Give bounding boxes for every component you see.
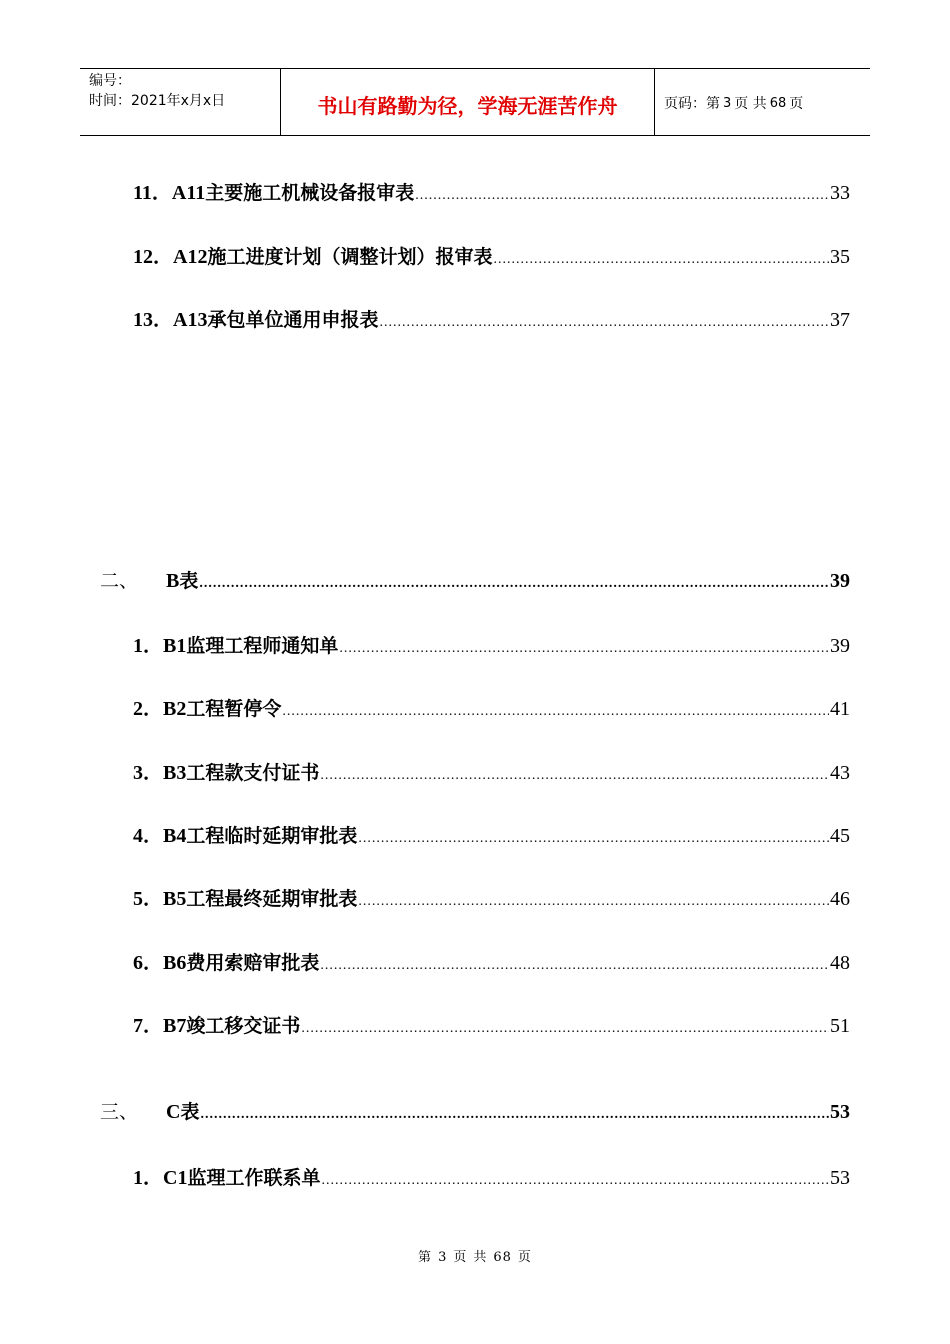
toc-leader-dots <box>320 768 829 784</box>
toc-entry-page: 35 <box>830 246 850 268</box>
toc-entry-code: B6 <box>163 952 187 974</box>
toc-entry-page: 33 <box>830 182 850 204</box>
toc-entry-code: C1 <box>163 1167 188 1189</box>
toc-entry-code: A13 <box>173 309 208 331</box>
footer-suffix: 页 <box>517 1250 532 1265</box>
footer-current: 3 <box>438 1250 448 1265</box>
toc-section-number: 二、 <box>100 570 139 592</box>
toc-entry-title: 工程暂停令 <box>186 698 282 720</box>
toc-entry-number: 13． <box>133 309 173 331</box>
toc-entry-title: 承包单位通用申报表 <box>207 309 379 331</box>
toc-section-page: 39 <box>830 570 850 592</box>
page-header <box>80 68 870 136</box>
header-motto: 书山有路勤为径，学海无涯苦作舟 <box>281 69 655 135</box>
toc-entry-code: B2 <box>163 698 187 720</box>
toc-entry-b7[interactable] <box>0 1009 850 1038</box>
toc-entry-page: 45 <box>830 825 850 847</box>
toc-entry-number: 4． <box>133 825 163 847</box>
toc-section-page: 53 <box>830 1101 850 1123</box>
toc-entry-title: 费用索赔审批表 <box>186 952 320 974</box>
toc-section-number: 三、 <box>100 1101 139 1123</box>
toc-section-suffix: 表 <box>179 570 199 592</box>
footer-prefix: 第 <box>418 1250 433 1265</box>
toc-leader-dots <box>301 1021 829 1037</box>
toc-entry-a12[interactable] <box>0 240 850 269</box>
header-page-suffix: 页 <box>789 96 804 112</box>
toc-entry-title: 工程款支付证书 <box>186 762 320 784</box>
toc-entry-title: 竣工移交证书 <box>186 1015 301 1037</box>
toc-entry-b2[interactable] <box>0 692 850 721</box>
toc-entry-code: B3 <box>163 762 187 784</box>
toc-section-b[interactable] <box>0 566 850 593</box>
toc-entry-code: B1 <box>163 635 187 657</box>
toc-entry-title: 监理工作联系单 <box>187 1167 321 1189</box>
toc-entry-code: B5 <box>163 888 187 910</box>
toc-entry-b5[interactable] <box>0 882 850 911</box>
header-page-prefix: 页码：第 <box>664 96 720 112</box>
toc-entry-b4[interactable] <box>0 819 850 848</box>
toc-entry-title: 施工进度计划（调整计划）报审表 <box>207 246 493 268</box>
header-page-total: 68 <box>769 95 787 111</box>
toc-entry-title: 工程临时延期审批表 <box>186 825 358 847</box>
toc-entry-title: 监理工程师通知单 <box>186 635 339 657</box>
toc-entry-a11[interactable] <box>0 176 850 205</box>
toc-entry-c1[interactable] <box>0 1161 850 1190</box>
footer-total: 68 <box>493 1250 512 1265</box>
toc-section-c[interactable] <box>0 1097 850 1124</box>
toc-leader-dots <box>379 315 829 331</box>
header-code-label: 编号： <box>89 73 131 89</box>
toc-entry-code: B4 <box>163 825 187 847</box>
toc-leader-dots <box>200 1107 829 1123</box>
toc-entry-b1[interactable] <box>0 629 850 658</box>
toc-entry-code: A12 <box>173 246 208 268</box>
toc-entry-b3[interactable] <box>0 756 850 785</box>
toc-section-suffix: 表 <box>180 1101 200 1123</box>
toc-entry-page: 41 <box>830 698 850 720</box>
toc-entry-page: 48 <box>830 952 850 974</box>
toc-leader-dots <box>358 894 829 910</box>
toc-entry-b6[interactable] <box>0 946 850 975</box>
toc-entry-title: 主要施工机械设备报审表 <box>205 182 415 204</box>
toc-entry-a13[interactable] <box>0 303 850 332</box>
toc-entry-number: 6． <box>133 952 163 974</box>
toc-section-letter: B <box>166 570 180 592</box>
toc-entry-number: 11． <box>133 182 172 204</box>
header-time-label: 时间：2021年x月x日 <box>89 93 226 109</box>
toc-entry-page: 39 <box>830 635 850 657</box>
toc-entry-code: A11 <box>171 182 206 204</box>
toc-section-letter: C <box>166 1101 181 1123</box>
header-page-current: 3 <box>723 95 732 111</box>
toc-leader-dots <box>415 188 829 204</box>
toc-entry-number: 12． <box>133 246 173 268</box>
toc-entry-title: 工程最终延期审批表 <box>186 888 358 910</box>
footer-mid2: 共 <box>473 1250 488 1265</box>
toc-entry-number: 2． <box>133 698 163 720</box>
header-page-mid: 页 共 <box>734 96 767 112</box>
toc-entry-page: 43 <box>830 762 850 784</box>
toc-entry-page: 51 <box>830 1015 850 1037</box>
toc-entry-number: 1． <box>133 1167 163 1189</box>
toc-leader-dots <box>321 1173 829 1189</box>
footer-mid1: 页 <box>453 1250 468 1265</box>
toc-leader-dots <box>199 576 829 592</box>
toc-entry-code: B7 <box>163 1015 187 1037</box>
page-footer <box>0 1246 950 1265</box>
toc-leader-dots <box>320 958 829 974</box>
toc-entry-page: 46 <box>830 888 850 910</box>
toc-entry-number: 3． <box>133 762 163 784</box>
toc-leader-dots <box>282 704 829 720</box>
toc-leader-dots <box>358 831 829 847</box>
toc-entry-number: 1． <box>133 635 163 657</box>
toc-entry-number: 5． <box>133 888 163 910</box>
toc-leader-dots <box>493 252 829 268</box>
toc-entry-number: 7． <box>133 1015 163 1037</box>
toc-entry-page: 37 <box>830 309 850 331</box>
header-page-info <box>655 69 870 135</box>
header-meta <box>80 69 281 135</box>
toc-leader-dots <box>339 641 829 657</box>
toc-entry-page: 53 <box>830 1167 850 1189</box>
